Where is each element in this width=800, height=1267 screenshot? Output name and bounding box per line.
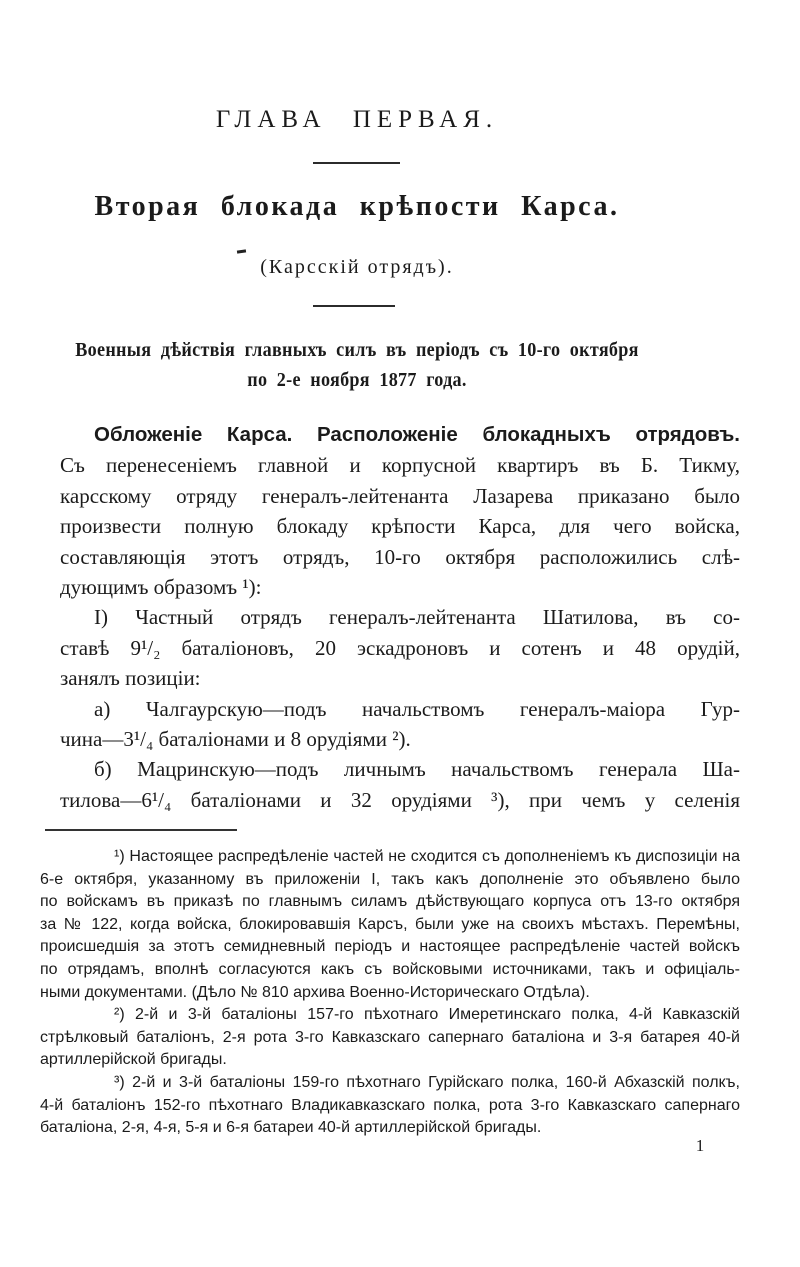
footnote-line: ными документами. (Дѣло № 810 архива Военно-Историческаго Отдѣла). [40, 983, 590, 1001]
text-line: Съ перенесеніемъ главной и корпусной квартиръ въ Б. Тикму, [60, 453, 740, 478]
page-title: Вторая блокада крѣпости Карса. [94, 191, 620, 222]
footnote-line: стрѣлковый баталіонъ, 2-я рота 3-го Кавказскаго сапернаго баталіона и 3-я батарея 40-й [40, 1028, 740, 1046]
footnote-line: ³) 2-й и 3-й баталіоны 159-го пѣхотнаго Гурійскаго полка, 160-й Абхазскій полкъ, [114, 1073, 740, 1091]
footnote-line: происшедшія за этотъ семидневный періодъ и настоящее распредѣленіе частей войскъ [40, 938, 740, 956]
text-line: I) Частный отрядъ генералъ-лейтенанта Шатилова, въ со- [94, 605, 740, 630]
footnote-line: по войскамъ въ приказѣ по главнымъ силамъ дѣйствующаго корпуса отъ 13-го октября [40, 893, 740, 911]
footnote-line: ²) 2-й и 3-й баталіоны 157-го пѣхотнаго Имеретинскаго полка, 4-й Кавказскій [114, 1006, 740, 1024]
text-line: ставѣ 9¹/₂ баталіоновъ, 20 эскадроновъ и сотенъ и 48 орудій, [60, 635, 740, 660]
section-heading-line: по 2-е ноября 1877 года. [247, 370, 467, 391]
page-number: 1 [695, 1136, 705, 1155]
text-line: произвести полную блокаду крѣпости Карса, для чего войска, [60, 514, 740, 539]
footnote-line: артиллерійской бригады. [40, 1051, 227, 1069]
footnote-line: ¹) Настоящее распредѣленіе частей не сходится съ дополненіемъ къ диспозиціи на [114, 848, 740, 865]
chapter-heading: ГЛАВА ПЕРВАЯ. [215, 106, 499, 133]
text-line: дующимъ образомъ ¹): [60, 575, 262, 600]
section-heading-line: Военныя дѣйствія главныхъ силъ въ періодъ съ 10-го октября [75, 340, 639, 361]
text-line: тилова—6¹/₄ баталіонами и 32 орудіями ³), при чемъ у селенія [60, 787, 740, 812]
heading-divider [313, 162, 400, 164]
print-artifact [237, 249, 246, 253]
text-line: занялъ позиціи: [60, 666, 201, 691]
text-line: Обложеніе Карса. Расположеніе блокадныхъ отрядовъ. [94, 423, 740, 446]
footnote-line: 4-й баталіонъ 152-го пѣхотнаго Владикавказскаго полка, рота 3-го Кавказскаго сапернаго [40, 1096, 740, 1114]
footnote-line: баталіона, 2-я, 4-я, 5-я и 6-я батареи 40-й артиллерійской бригады. [40, 1119, 542, 1137]
subtitle-divider [313, 305, 395, 307]
text-line: составляющія этотъ отрядъ, 10-го октября расположились слѣ- [60, 544, 740, 569]
footnote-divider [45, 829, 237, 831]
footnote-line: 6-е октября, указанному въ приложеніи I, такъ какъ дополненіе это объявлено было [40, 870, 740, 888]
text-line: а) Чалгаурскую—подъ начальствомъ генералъ-маіора Гур- [94, 696, 740, 721]
body-text [60, 420, 740, 815]
section-heading [41, 336, 673, 396]
text-line: б) Мацринскую—подъ личнымъ начальствомъ генерала Ша- [94, 757, 740, 782]
footnote-line: по отрядамъ, вполнѣ согласуются какъ съ войсковыми источниками, такъ и офиціаль- [40, 960, 740, 978]
footnote-line: за № 122, когда войска, блокировавшія Карсъ, были уже на своихъ мѣстахъ. Перемѣны, [40, 915, 740, 933]
footnotes [40, 846, 740, 1140]
text-line: карсскому отряду генералъ-лейтенанта Лазарева приказано было [60, 483, 740, 508]
subtitle: (Карсскій отрядъ). [260, 256, 454, 278]
text-line: чина—3¹/₄ баталіонами и 8 орудіями ²). [60, 727, 411, 752]
